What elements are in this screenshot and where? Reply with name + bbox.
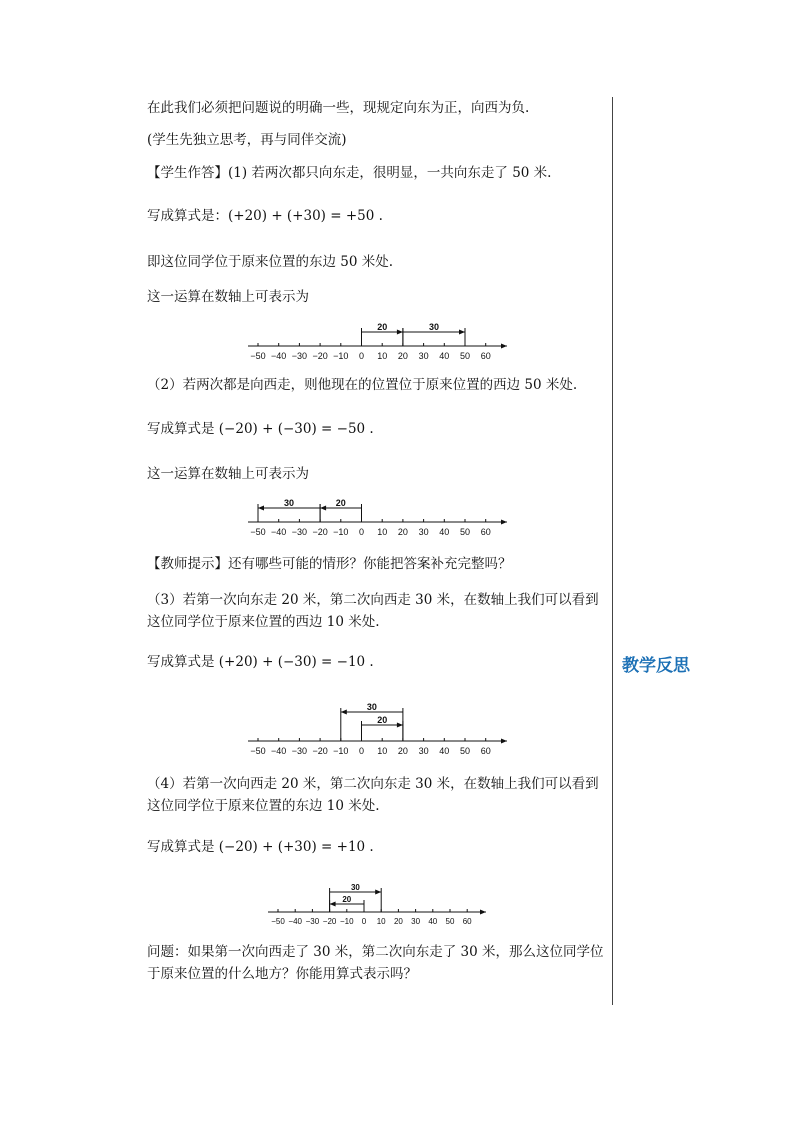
tick-label: 60: [462, 917, 472, 926]
movement-arrowhead: [459, 330, 465, 335]
axis-intro-2: 这一运算在数轴上可表示为: [147, 466, 309, 482]
tick-label: 30: [418, 351, 429, 361]
number-line-diagram-4: [268, 883, 486, 926]
tick-label: 10: [377, 527, 388, 537]
movement-arrowhead: [397, 723, 403, 728]
result-1: 即这位同学位于原来位置的东边 50 米处.: [147, 254, 394, 270]
axis-arrowhead: [501, 344, 507, 349]
tick-label: −40: [271, 351, 287, 361]
movement-label: 30: [350, 883, 360, 892]
movement-label: 20: [377, 322, 388, 332]
tick-label: 10: [377, 351, 388, 361]
tick-label: 40: [439, 746, 450, 756]
tick-label: 20: [393, 917, 403, 926]
axis-intro-1: 这一运算在数轴上可表示为: [147, 289, 309, 305]
tick-label: −10: [333, 527, 349, 537]
intro-text: 在此我们必须把问题说的明确一些，现规定向东为正，向西为负.: [147, 100, 530, 116]
tick-label: −40: [288, 917, 302, 926]
tick-label: 20: [397, 351, 408, 361]
movement-arrowhead: [375, 890, 381, 895]
student-answer-1: 【学生作答】(1) 若两次都只向东走，很明显，一共向东走了 50 米.: [147, 165, 552, 181]
tick-label: 20: [397, 527, 408, 537]
tick-label: −30: [291, 527, 308, 537]
axis-arrowhead: [501, 739, 507, 744]
teaching-reflection-label: 教学反思: [622, 656, 690, 676]
tick-label: 40: [439, 527, 450, 537]
formula-1: 写成算式是：(+20) + (+30) = +50 .: [147, 208, 383, 224]
tick-label: 0: [358, 746, 365, 756]
tick-label: 10: [377, 746, 388, 756]
movement-arrowhead: [341, 710, 347, 715]
formula-2: 写成算式是 (−20) + (−30) = −50 .: [147, 421, 374, 437]
formula-4: 写成算式是 (−20) + (+30) = +10 .: [147, 839, 374, 855]
movement-label: 20: [377, 715, 388, 725]
tick-label: −50: [250, 527, 266, 537]
tick-label: 50: [459, 527, 471, 537]
number-line-diagram-1: [248, 322, 507, 361]
tick-label: −20: [312, 527, 328, 537]
number-line-diagram-2: [248, 498, 507, 537]
tick-label: −30: [305, 917, 320, 926]
tick-label: 0: [358, 351, 365, 361]
tick-label: −10: [333, 746, 349, 756]
formula-3: 写成算式是 (+20) + (−30) = −10 .: [147, 654, 374, 670]
tick-label: −40: [271, 527, 287, 537]
movement-arrowhead: [330, 902, 336, 907]
movement-label: 30: [284, 498, 295, 508]
case-3-text: （3）若第一次向东走 20 米，第二次向西走 30 米，在数轴上我们可以看到这位同学位于原来位置的西边 10 米处.: [147, 592, 599, 630]
tick-label: 40: [428, 917, 438, 926]
tick-label: −30: [291, 351, 308, 361]
tick-label: −20: [322, 917, 337, 926]
movement-label: 20: [342, 895, 352, 904]
tick-label: −40: [271, 746, 287, 756]
axis-arrowhead: [501, 520, 507, 525]
movement-arrowhead: [258, 506, 264, 511]
tick-label: −30: [291, 746, 308, 756]
case-2-text: （2）若两次都是向西走，则他现在的位置位于原来位置的西边 50 米处.: [147, 377, 578, 393]
tick-label: −10: [340, 917, 354, 926]
tick-label: −50: [250, 746, 266, 756]
movement-label: 20: [335, 498, 346, 508]
tick-label: 0: [358, 527, 365, 537]
movement-arrowhead: [397, 330, 403, 335]
tick-label: −20: [312, 351, 328, 361]
axis-arrowhead: [480, 910, 486, 915]
tick-label: 20: [397, 746, 408, 756]
tick-label: 40: [439, 351, 450, 361]
tick-label: −20: [312, 746, 328, 756]
question-text: 问题：如果第一次向西走了 30 米，第二次向东走了 30 米，那么这位同学位于原来位置的什么地方？你能用算式表示吗？: [147, 944, 604, 982]
exchange-text: (学生先独立思考，再与同伴交流): [147, 132, 347, 148]
case-4-text: （4）若第一次向西走 20 米，第二次向东走 30 米，在数轴上我们可以看到这位同学位于原来位置的东边 10 米处.: [147, 776, 599, 814]
tick-label: 30: [418, 527, 429, 537]
number-line-diagram-3: [248, 702, 507, 756]
movement-arrowhead: [320, 506, 326, 511]
tick-label: 30: [411, 917, 421, 926]
tick-label: 60: [480, 527, 491, 537]
tick-label: −50: [250, 351, 266, 361]
tick-label: 60: [480, 746, 491, 756]
tick-label: 30: [418, 746, 429, 756]
tick-label: 50: [445, 917, 455, 926]
tick-label: 10: [376, 917, 386, 926]
tick-label: 50: [459, 746, 471, 756]
movement-label: 30: [366, 702, 377, 712]
tick-label: 50: [459, 351, 471, 361]
tick-label: 60: [480, 351, 491, 361]
tick-label: −50: [271, 917, 285, 926]
teacher-hint: 【教师提示】还有哪些可能的情形？你能把答案补充完整吗？: [147, 556, 512, 572]
tick-label: 0: [361, 917, 367, 926]
movement-label: 30: [428, 322, 439, 332]
tick-label: −10: [333, 351, 349, 361]
